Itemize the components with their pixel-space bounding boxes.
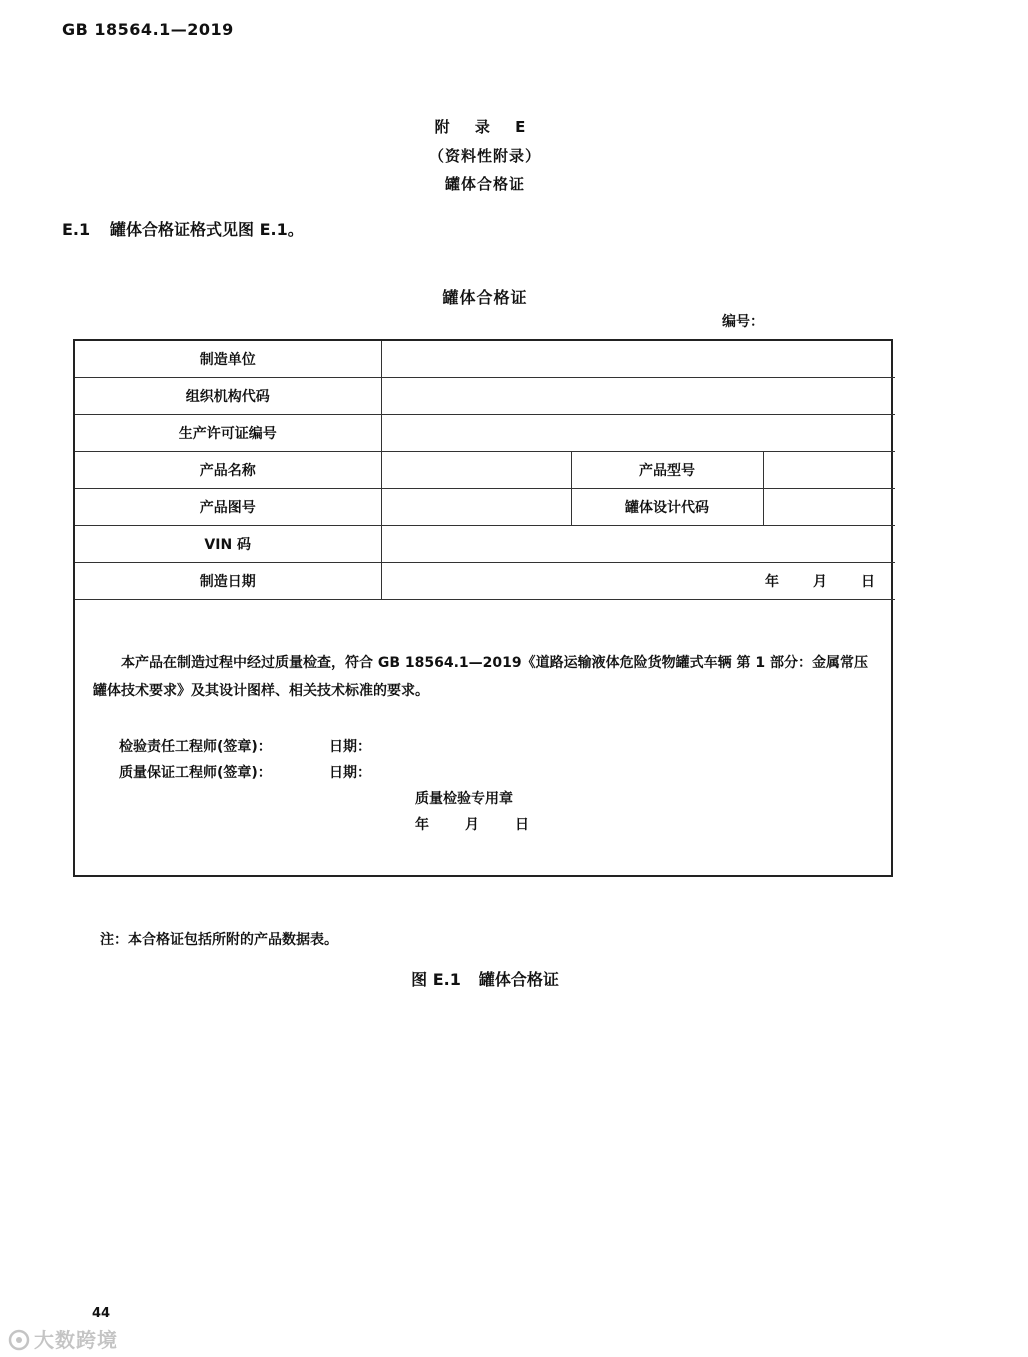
serial-number-label: 编号： — [722, 314, 764, 330]
certificate-table — [75, 341, 895, 600]
table-row — [75, 526, 895, 563]
inspector-signature-label: 检验责任工程师(签章)： — [119, 739, 272, 755]
watermark-logo-icon — [8, 1329, 30, 1351]
watermark — [8, 1324, 118, 1353]
vin-label: VIN 码 — [75, 526, 381, 563]
org-code-label: 组织机构代码 — [75, 378, 381, 415]
inspector-date-label: 日期： — [329, 739, 371, 755]
watermark-text: 大数跨境 — [34, 1328, 118, 1352]
tank-design-code-label: 罐体设计代码 — [571, 489, 763, 526]
drawing-number-label: 产品图号 — [75, 489, 381, 526]
inspector-signature-line — [119, 736, 371, 756]
seal-date — [415, 814, 565, 834]
license-number-label: 生产许可证编号 — [75, 415, 381, 452]
manufacturer-label: 制造单位 — [75, 341, 381, 378]
table-row — [75, 415, 895, 452]
license-number-field[interactable] — [381, 415, 895, 452]
qa-signature-line — [119, 762, 371, 782]
appendix-type: （资料性附录） — [428, 147, 541, 165]
product-model-field[interactable] — [763, 452, 895, 489]
document-header: GB 18564.1—2019 — [62, 20, 234, 39]
table-row — [75, 563, 895, 600]
tank-design-code-field[interactable] — [763, 489, 895, 526]
date-day-label: 日 — [861, 574, 880, 590]
figure-title: 罐体合格证 — [478, 970, 559, 989]
appendix-title: 附 录 E — [434, 118, 536, 136]
form-title: 罐体合格证 — [442, 288, 528, 307]
manufacture-date-field[interactable] — [381, 563, 895, 600]
table-row — [75, 378, 895, 415]
drawing-number-field[interactable] — [381, 489, 571, 526]
product-name-label: 产品名称 — [75, 452, 381, 489]
date-month-label: 月 — [813, 574, 832, 590]
manufacturer-field[interactable] — [381, 341, 895, 378]
section-number: E.1 — [62, 220, 91, 239]
qa-date-label: 日期： — [329, 765, 371, 781]
org-code-field[interactable] — [381, 378, 895, 415]
compliance-statement: 本产品在制造过程中经过质量检查，符合 GB 18564.1—2019《道路运输液体危险货物罐式车辆 第 1 部分：金属常压罐体技术要求》及其设计图样、相关技术标准的要求。 — [93, 655, 869, 699]
seal-year-label: 年 — [415, 817, 429, 833]
table-row — [75, 452, 895, 489]
figure-caption — [0, 967, 970, 990]
product-model-label: 产品型号 — [571, 452, 763, 489]
manufacture-date-label: 制造日期 — [75, 563, 381, 600]
date-year-label: 年 — [765, 574, 784, 590]
quality-seal-label: 质量检验专用章 — [415, 791, 513, 807]
product-name-field[interactable] — [381, 452, 571, 489]
footnote: 注：本合格证包括所附的产品数据表。 — [100, 932, 338, 948]
page-number: 44 — [92, 1306, 111, 1321]
appendix-name: 罐体合格证 — [444, 175, 525, 193]
vin-field[interactable] — [381, 526, 895, 563]
seal-day-label: 日 — [515, 817, 529, 833]
certificate-form — [73, 339, 893, 877]
section-clause — [62, 217, 304, 240]
seal-month-label: 月 — [465, 817, 479, 833]
table-row — [75, 341, 895, 378]
qa-signature-label: 质量保证工程师(签章)： — [119, 765, 272, 781]
table-row — [75, 489, 895, 526]
section-text: 罐体合格证格式见图 E.1。 — [110, 220, 304, 239]
figure-number: 图 E.1 — [411, 970, 461, 989]
